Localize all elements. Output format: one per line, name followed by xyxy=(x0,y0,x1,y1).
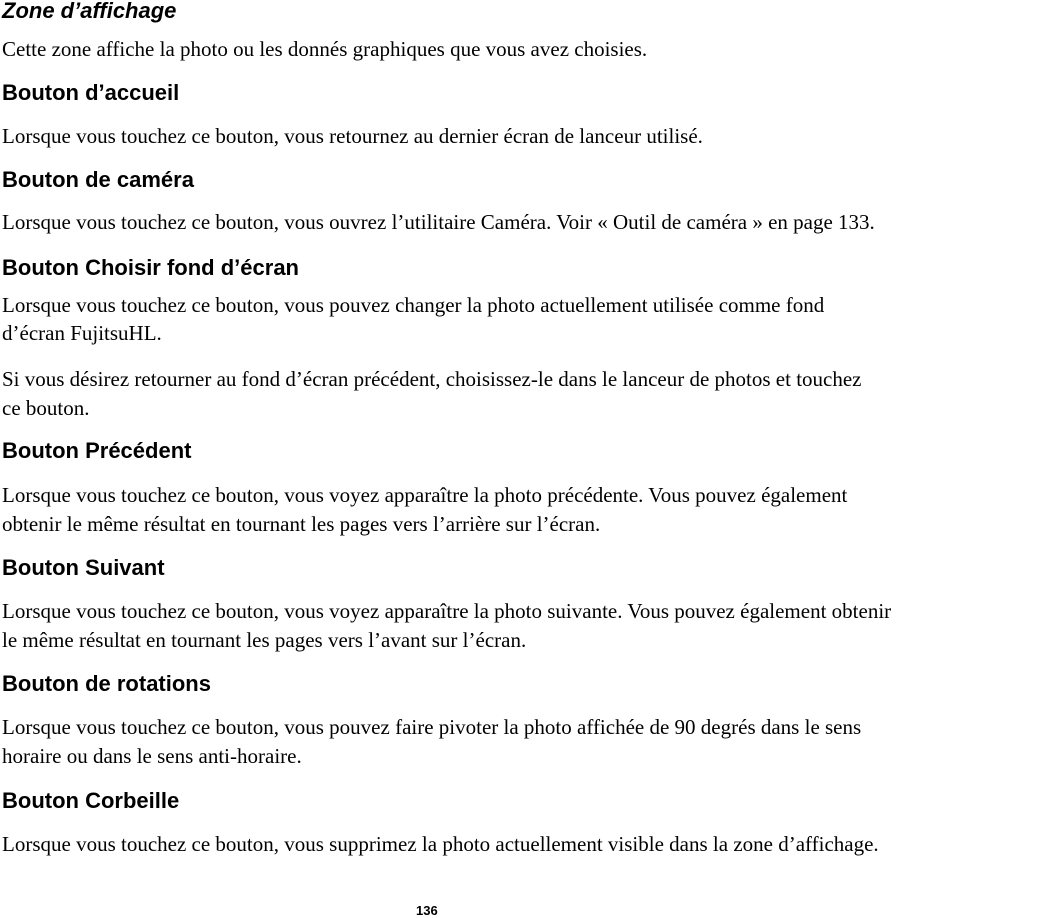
section-text-line: le même résultat en tournant les pages vers l’avant sur l’écran. xyxy=(2,628,527,652)
section-heading-bouton-rotations: Bouton de rotations xyxy=(2,671,211,696)
section-heading-zone-affichage: Zone d’affichage xyxy=(2,0,177,23)
section-heading-bouton-choisir-fond: Bouton Choisir fond d’écran xyxy=(2,255,299,280)
section-heading-bouton-suivant: Bouton Suivant xyxy=(2,555,165,580)
section-text-line: Lorsque vous touchez ce bouton, vous voyez apparaître la photo suivante. Vous pouvez également obtenir xyxy=(2,599,892,623)
section-text-line: Cette zone affiche la photo ou les donnés graphiques que vous avez choisies. xyxy=(2,37,648,61)
section-text-line: Lorsque vous touchez ce bouton, vous supprimez la photo actuellement visible dans la zone d’affichage. xyxy=(2,832,879,856)
section-text-line: Lorsque vous touchez ce bouton, vous voyez apparaître la photo précédente. Vous pouvez également xyxy=(2,483,848,507)
section-text-line: obtenir le même résultat en tournant les pages vers l’arrière sur l’écran. xyxy=(2,512,601,536)
page-number: 136 xyxy=(416,903,438,918)
section-heading-bouton-accueil: Bouton d’accueil xyxy=(2,80,180,105)
section-text-line: Lorsque vous touchez ce bouton, vous pouvez changer la photo actuellement utilisée comme fond xyxy=(2,293,825,317)
section-text-line: horaire ou dans le sens anti-horaire. xyxy=(2,744,302,768)
section-text-line: d’écran FujitsuHL. xyxy=(2,321,162,345)
section-text-line: Lorsque vous touchez ce bouton, vous ouvrez l’utilitaire Caméra. Voir « Outil de caméra » en page 133. xyxy=(2,210,875,234)
section-text-line: Si vous désirez retourner au fond d’écran précédent, choisissez-le dans le lanceur de photos et touchez xyxy=(2,367,862,391)
section-heading-bouton-corbeille: Bouton Corbeille xyxy=(2,788,180,813)
section-text-line: Lorsque vous touchez ce bouton, vous retournez au dernier écran de lanceur utilisé. xyxy=(2,124,703,148)
section-text-line: Lorsque vous touchez ce bouton, vous pouvez faire pivoter la photo affichée de 90 degrés dans le sens xyxy=(2,715,862,739)
section-heading-bouton-precedent: Bouton Précédent xyxy=(2,438,192,463)
section-text-line: ce bouton. xyxy=(2,396,90,420)
section-heading-bouton-camera: Bouton de caméra xyxy=(2,167,194,192)
